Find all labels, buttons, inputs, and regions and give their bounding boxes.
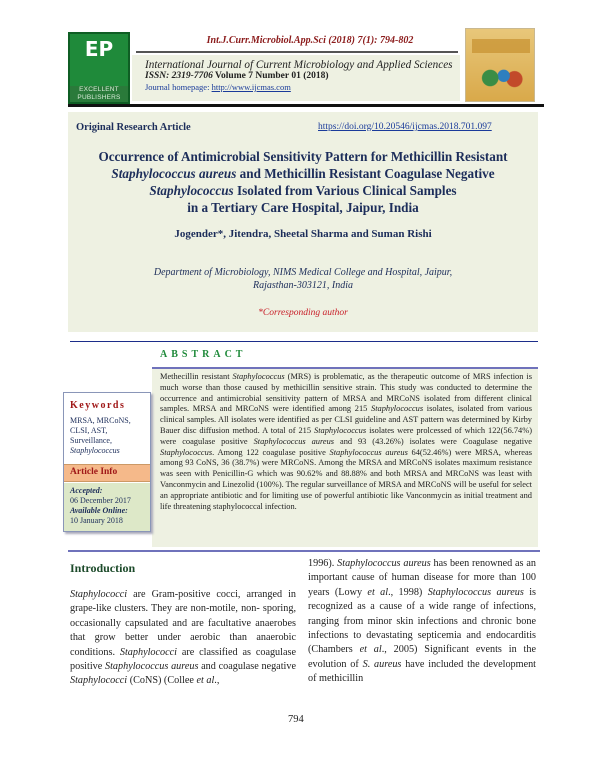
abstract-italic: Staphylococcus aureus bbox=[329, 447, 408, 457]
body-italic: Staphylococci bbox=[70, 675, 128, 687]
body-seg: and coagulase negative bbox=[198, 661, 296, 673]
issn-label: ISSN: 2319-7706 bbox=[145, 71, 213, 81]
keywords-italic: Staphylococcus bbox=[70, 446, 120, 455]
article-title bbox=[68, 148, 538, 216]
body-seg: is recognized as a cause of a wide range of infections, ranging from minor skin infections and chronic bone infections to devastating septicemia and endocarditis (Chambers bbox=[308, 586, 536, 656]
article-dates bbox=[70, 486, 150, 526]
body-seg: has been renowned as an important cause of human disease for more than 100 years (Lowy bbox=[308, 558, 536, 598]
article-type: Original Research Article bbox=[76, 122, 191, 133]
title-line-3 bbox=[68, 182, 538, 199]
title-text-3: Isolated from Various Clinical Samples bbox=[233, 183, 457, 198]
issn-volume: Volume 7 Number 01 (2018) bbox=[215, 71, 329, 81]
logo-caption bbox=[70, 86, 128, 102]
body-seg: have included the development of methicillin bbox=[308, 658, 537, 685]
body-italic: Staphylococcus aureus bbox=[104, 661, 199, 673]
homepage-label: Journal homepage: bbox=[145, 82, 212, 92]
page-number: 794 bbox=[288, 714, 304, 725]
journal-name: International Journal of Current Microbiology and Applied Sciences bbox=[145, 59, 453, 71]
journal-citation: Int.J.Curr.Microbiol.App.Sci (2018) 7(1): 794-802 bbox=[206, 35, 414, 46]
accepted-label: Accepted: bbox=[70, 486, 103, 495]
body-seg: ., 2005) Significant events in the evolution of bbox=[308, 644, 536, 670]
body-column-right bbox=[308, 557, 536, 687]
body-seg: 1996). bbox=[308, 558, 338, 569]
article-info-heading: Article Info bbox=[70, 467, 118, 477]
journal-cover-image bbox=[465, 28, 535, 102]
body-italic: Staphylococci bbox=[70, 589, 128, 600]
body-seg: are Gram-positive cocci, arranged in grape-like clusters. They are non-motile, non- sporing, occasionally capsulated and are facultative anaerobes that grow better under aerobic than anaerobic conditions. bbox=[70, 589, 296, 658]
body-italic: Staphylococcus aureus bbox=[337, 558, 431, 569]
cover-title-band bbox=[472, 39, 530, 53]
body-seg: ., bbox=[214, 675, 220, 687]
affiliation-line-1: Department of Microbiology, NIMS Medical College and Hospital, Jaipur, bbox=[153, 267, 453, 278]
header-divider bbox=[136, 51, 458, 53]
abstract-seg: . Among 122 coagulase positive bbox=[212, 447, 330, 457]
abstract-heading: ABSTRACT bbox=[160, 349, 247, 360]
journal-issn bbox=[145, 71, 329, 81]
abstract-seg: (MRS) is problematic, as the therapeutic outcome of MRS infection is much worse than those caused by methicillin sensitive strain. This study was conducted to determine the occurrence and antimicrobial sensitivity pattern of MRSA and MRCoNS isolated from different clinical samples. MRSA and MRCoNS were identified among 215 bbox=[160, 372, 532, 414]
introduction-heading: Introduction bbox=[70, 561, 136, 575]
corresponding-author-note: *Corresponding author bbox=[258, 308, 348, 318]
publisher-logo bbox=[68, 32, 130, 104]
title-box bbox=[68, 112, 538, 332]
body-italic: et al bbox=[359, 644, 382, 656]
abstract-seg: isolates were prolcessed of which 122(56.74%) were coagulase positive bbox=[160, 425, 532, 446]
body-italic: S. aureus bbox=[362, 658, 402, 670]
abstract-italic: Staphylococcus bbox=[371, 404, 424, 414]
abstract-seg: Methecillin resistant bbox=[160, 372, 233, 381]
online-date: 10 January 2018 bbox=[70, 516, 123, 525]
body-italic: Staphylococci bbox=[119, 646, 177, 658]
title-italic-1: Staphylococcus aureus bbox=[111, 166, 237, 181]
logo-letters: EP bbox=[84, 37, 114, 61]
body-seg: (CoNS) (Collee bbox=[127, 675, 197, 687]
journal-homepage bbox=[145, 82, 291, 92]
abstract-italic: Staphylococcus bbox=[232, 372, 285, 381]
doi-link[interactable]: https://doi.org/10.20546/ijcmas.2018.701.097 bbox=[318, 122, 492, 132]
title-italic-2: Staphylococcus bbox=[149, 183, 234, 198]
abstract-seg: 64(52.46%) were MRSA, whereas among 93 CoNS, 36 (38.7%) were MRCoNS. Among the MRSA and MRCoNS isolates maximum resistance was seen with Penicillin-G which was 90.62% and 88.88% and both MRSA and MRCoNS was least with Vanconmycin and Linezolid (100%). The regular surveillance of MRSA and MRCoNS will be useful for select an appropriate antibiotic and for limiting use of powerful antibiotic like Vanconmycin as initial treatment and life threatening staphylococcal infection. bbox=[160, 447, 532, 511]
body-seg: ., 1998) bbox=[388, 586, 428, 598]
keywords-text: MRSA, MRCoNS, CLSI, AST, Surveillance, bbox=[70, 416, 131, 445]
body-italic: et al bbox=[196, 675, 215, 687]
cover-dna-illustration bbox=[474, 67, 528, 89]
author-list: Jogender*, Jitendra, Sheetal Sharma and Suman Rishi bbox=[174, 228, 432, 240]
affiliation-line-2: Rajasthan-303121, India bbox=[253, 280, 353, 291]
abstract-italic: Staphylococcus bbox=[314, 425, 367, 435]
abstract-italic: Staphylococcus aureus bbox=[253, 436, 335, 446]
title-line-1: Occurrence of Antimicrobial Sensitivity Pattern for Methicillin Resistant bbox=[98, 149, 508, 164]
body-seg: are classified as coagulase positive bbox=[70, 646, 296, 673]
logo-caption-line1: EXCELLENT bbox=[79, 86, 119, 93]
abstract-text bbox=[160, 372, 532, 512]
body-column-left bbox=[70, 588, 296, 689]
accepted-date: 06 December 2017 bbox=[70, 496, 131, 505]
abstract-seg: isolates, isolated from various clinical samples. All isolates were identified as per CLSI guideline and AST pattern was determined by Kirby Bauer disc diffusion method. A total of 215 bbox=[160, 404, 532, 435]
body-italic: et al bbox=[367, 586, 389, 598]
section-divider bbox=[70, 341, 538, 342]
body-italic: Staphylococcus aureus bbox=[427, 586, 524, 598]
title-line-4: in a Tertiary Care Hospital, Jaipur, India bbox=[187, 200, 419, 215]
homepage-link[interactable]: http://www.ijcmas.com bbox=[211, 82, 291, 92]
title-line-2 bbox=[68, 165, 538, 182]
body-divider bbox=[68, 550, 540, 552]
title-text-2: and Methicillin Resistant Coagulase Negative bbox=[236, 166, 495, 181]
affiliation bbox=[68, 266, 538, 292]
keywords-list bbox=[70, 416, 150, 456]
logo-caption-line2: PUBLISHERS bbox=[77, 94, 121, 101]
abstract-italic: Staphylococcus bbox=[160, 447, 213, 457]
keywords-heading: Keywords bbox=[70, 400, 126, 411]
online-label: Available Online: bbox=[70, 506, 128, 515]
abstract-seg: and 93 (43.26%) isolates were Coagulase negative bbox=[334, 436, 532, 446]
header-bottom-divider bbox=[68, 104, 544, 107]
